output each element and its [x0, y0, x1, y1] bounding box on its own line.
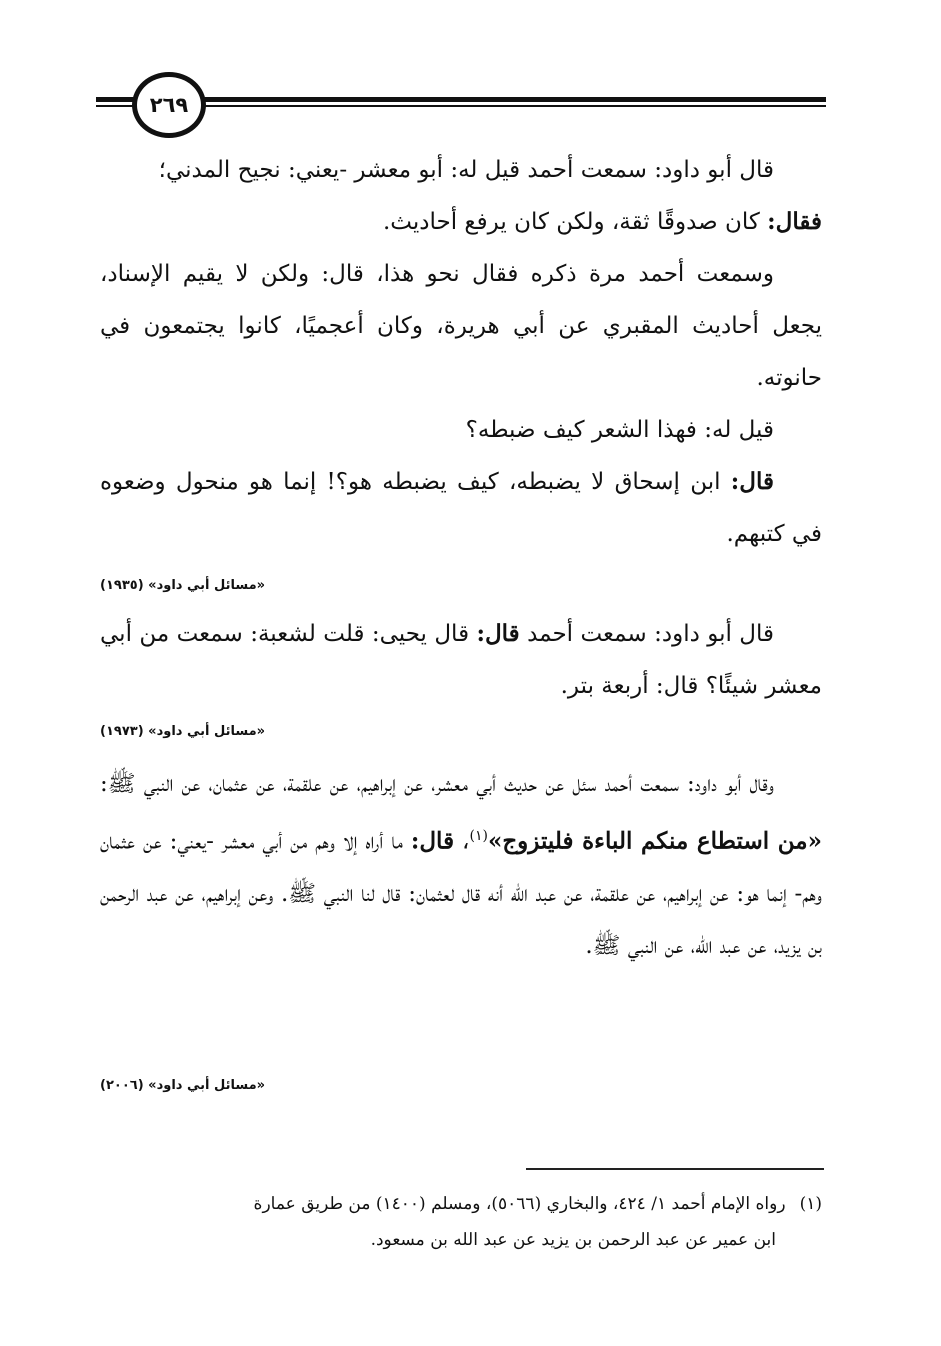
source-citation: «مسائل أبي داود» (١٩٣٥) — [100, 578, 266, 593]
paragraph: وسمعت أحمد مرة ذكره فقال نحو هذا، قال: ولكن لا يقيم الإسناد، يجعل أحاديث المقبري عن أبي هريرة، وكان أعجميًا، كانوا يجتمعون في حانوته. — [100, 261, 822, 391]
footnote-divider — [526, 1168, 824, 1170]
hadith-quote: «من استطاع منكم الباءة فليتزوج» — [487, 827, 823, 855]
source-citation: «مسائل أبي داود» (١٩٧٣) — [100, 724, 266, 739]
paragraph: قال أبو داود: سمعت أحمد قيل له: أبو معشر -يعني: نجيح المدني؛ — [158, 157, 774, 183]
source-citation: «مسائل أبي داود» (٢٠٠٦) — [100, 1078, 266, 1093]
page-number: ٢٦٩ — [149, 93, 189, 117]
paragraph: قيل له: فهذا الشعر كيف ضبطه؟ — [465, 417, 774, 443]
paragraph: قال أبو داود: سمعت أحمد قال: قال يحيى: قلت لشعبة: سمعت من أبي معشر شيئًا؟ قال: أربعة بتر. — [100, 620, 822, 699]
section-3-text — [100, 758, 822, 972]
footnote-marker: (١) — [799, 1194, 822, 1214]
footnote-line: ابن عمير عن عبد الرحمن بن يزيد عن عبد الله بن مسعود. — [370, 1230, 776, 1250]
footnote — [100, 1186, 822, 1258]
section-2-text — [100, 608, 822, 712]
section-1-text — [100, 144, 822, 560]
footnote-line: (١)رواه الإمام أحمد ١/ ٤٢٤، والبخاري (٥٠٦٦)، ومسلم (١٤٠٠) من طريق عمارة — [253, 1194, 822, 1214]
page-header — [96, 72, 826, 136]
paragraph: فقال: كان صدوقًا ثقة، ولكن كان يرفع أحاديث. — [382, 208, 822, 235]
paragraph: وقال أبو داود: سمعت أحمد سئل عن حديث أبي معشر، عن إبراهيم، عن علقمة، عن عثمان، عن النبي ﷺ: «من استطاع منكم الباءة فليتزوج»$^{(١)}$، قال: ما أراه إلا وهم من أبي معشر -يعني: عن عثمان وهم- إنما هو: عن إبراهيم، عن علقمة، عن عبد الله أنه قال لعثمان: قال لنا النبي ﷺ. وعن إبراهيم، عن عبد الرحمن بن يزيد، عن عبد الله، عن النبي ﷺ. — [100, 771, 823, 959]
footnote-ref[interactable]: (١) — [469, 828, 488, 844]
page-number-badge — [132, 72, 206, 138]
paragraph: قال: ابن إسحاق لا يضبطه، كيف يضبطه هو؟! إنما هو منحول وضعوه في كتبهم. — [100, 468, 822, 547]
